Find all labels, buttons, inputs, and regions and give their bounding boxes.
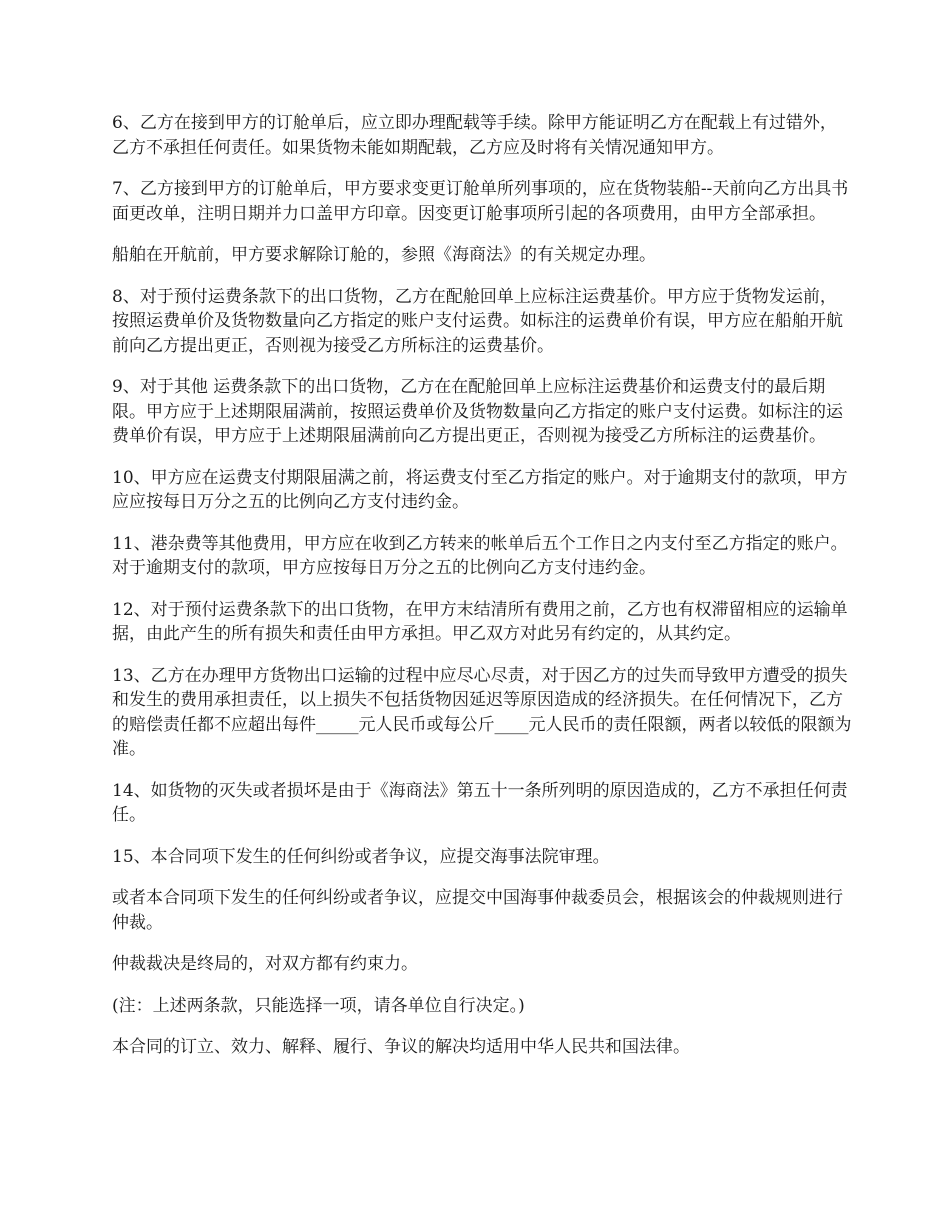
clause-11: 11、港杂费等其他费用，甲方应在收到乙方转来的帐单后五个工作日之内支付至乙方指定的账户。对于逾期支付的款项，甲方应按每日万分之五的比例向乙方支付违约金。 [112, 533, 848, 578]
arbitration-final: 仲裁裁决是终局的，对双方都有约束力。 [112, 954, 418, 974]
clause-7: 7、乙方接到甲方的订舱单后，甲方要求变更订舱单所列事项的，应在货物装船--天前向乙方出具书面更改单，注明日期并力口盖甲方印章。因变更订舱事项所引起的各项费用，由甲方全部承担。 [112, 179, 849, 224]
clause-6: 6、乙方在接到甲方的订舱单后，应立即办理配载等手续。除甲方能证明乙方在配载上有过错外，乙方不承担任何责任。如果货物未能如期配载，乙方应及时将有关情况通知甲方。 [112, 113, 837, 158]
governing-law: 本合同的订立、效力、解释、履行、争议的解决均适用中华人民共和国法律。 [112, 1037, 690, 1057]
clause-13: 13、乙方在办理甲方货物出口运输的过程中应尽心尽责，对于因乙方的过失而导致甲方遭受的损失和发生的费用承担责任，以上损失不包括货物因延迟等原因造成的经济损失。在任何情况下，乙方的赔偿责任都不应超出每件_____元人民币或每公斤____元人民币的责任限额，两者以较低的限额为准。 [112, 665, 852, 759]
clause-15-arbitration: 或者本合同项下发生的任何纠纷或者争议，应提交中国海事仲裁委员会，根据该会的仲裁规则进行仲裁。 [112, 888, 843, 933]
clause-8: 8、对于预付运费条款下的出口货物，乙方在配舱回单上应标注运费基价。甲方应于货物发运前，按照运费单价及货物数量向乙方指定的账户支付运费。如标注的运费单价有误，甲方应在船舶开航前向乙方提出更正，否则视为接受乙方所标注的运费基价。 [112, 286, 843, 356]
clause-7-cancellation: 船舶在开航前，甲方要求解除订舱的，参照《海商法》的有关规定办理。 [112, 245, 656, 265]
document-page [112, 111, 852, 1077]
clause-12: 12、对于预付运费条款下的出口货物，在甲方末结清所有费用之前，乙方也有权滞留相应的运输单据，由此产生的所有损失和责任由甲方承担。甲乙双方对此另有约定的，从其约定。 [112, 599, 848, 644]
clause-10: 10、甲方应在运费支付期限届满之前，将运费支付至乙方指定的账户。对于逾期支付的款项，甲方应应按每日万分之五的比例向乙方支付违约金。 [112, 467, 848, 512]
clause-14: 14、如货物的灭失或者损坏是由于《海商法》第五十一条所列明的原因造成的，乙方不承担任何责任。 [112, 780, 848, 825]
clause-9: 9、对于其他 运费条款下的出口货物，乙方在在配舱回单上应标注运费基价和运费支付的最后期限。甲方应于上述期限届满前，按照运费单价及货物数量向乙方指定的账户支付运费。如标注的运费单价有误，甲方应于上述期限届满前向乙方提出更正，否则视为接受乙方所标注的运费基价。 [112, 377, 843, 446]
clause-15: 15、本合同项下发生的任何纠纷或者争议，应提交海事法院审理。 [112, 846, 610, 867]
note: (注：上述两条款，只能选择一项，请各单位自行决定。) [112, 995, 525, 1016]
